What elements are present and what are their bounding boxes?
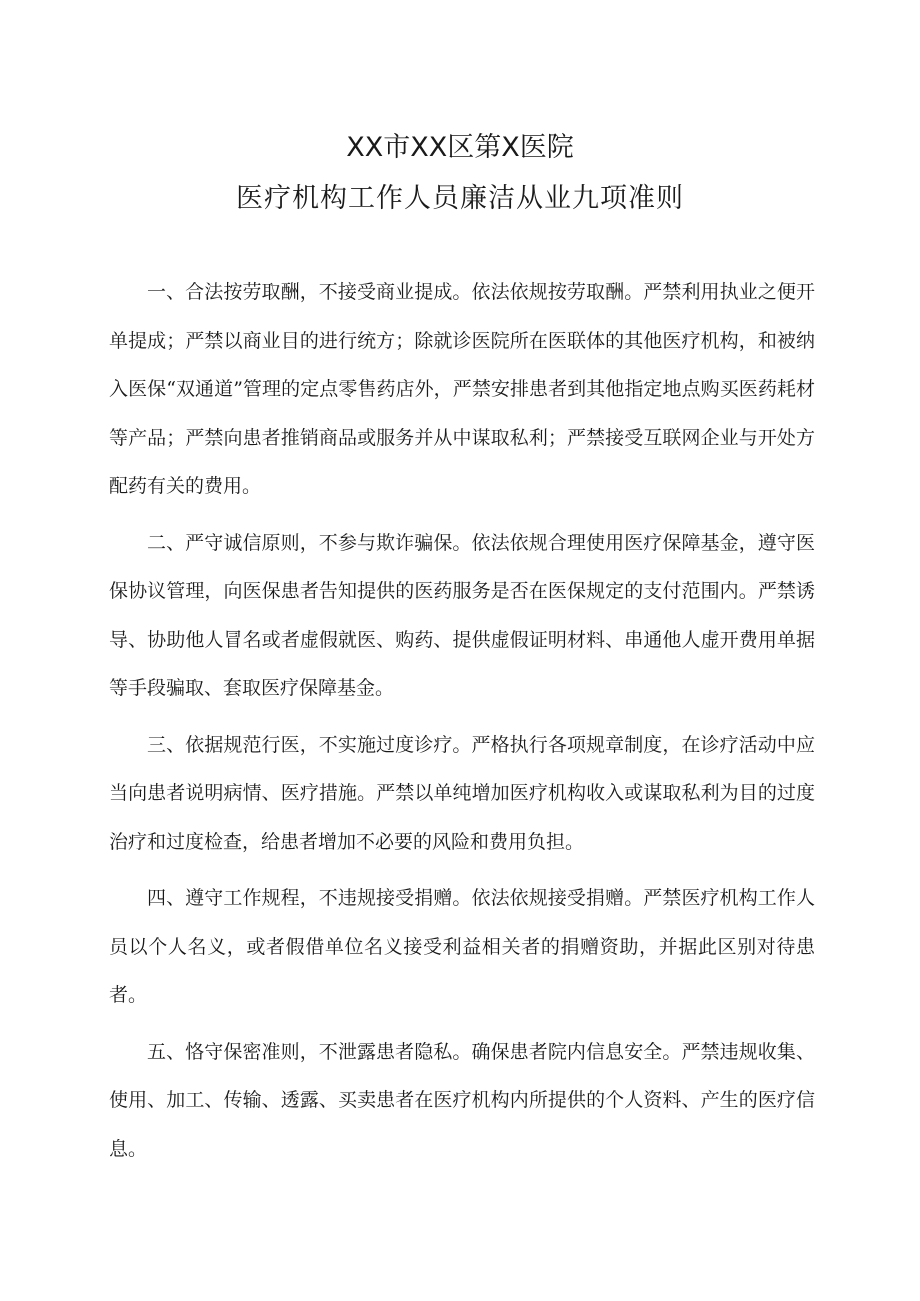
- document-title: XX市XX区第X医院: [346, 132, 574, 163]
- paragraph-2: 二、严守诚信原则，不参与欺诈骗保。依法依规合理使用医疗保障基金，遵守医保协议管理，向医保患者告知提供的医药服务是否在医保规定的支付范围内。严禁诱导、协助他人冒名或者虚假就医、购药、提供虚假证明材料、串通他人虚开费用单据等手段骗取、套取医疗保障基金。: [109, 531, 815, 699]
- paragraph-5: 五、恪守保密准则，不泄露患者隐私。确保患者院内信息安全。严禁违规收集、使用、加工、传输、透露、买卖患者在医疗机构内所提供的个人资料、产生的医疗信息。: [109, 1040, 815, 1160]
- document-body: [109, 268, 815, 1181]
- paragraph-4: 四、遵守工作规程，不违规接受捐赠。依法依规接受捐赠。严禁医疗机构工作人员以个人名义，或者假借单位名义接受利益相关者的捐赠资助，并据此区别对待患者。: [109, 887, 815, 1006]
- document-subtitle: 医疗机构工作人员廉洁从业九项准则: [236, 183, 684, 214]
- paragraph-1: 一、合法按劳取酬，不接受商业提成。依法依规按劳取酬。严禁利用执业之便开单提成；严禁以商业目的进行统方；除就诊医院所在医联体的其他医疗机构，和被纳入医保“双通道”管理的定点零售药店外，严禁安排患者到其他指定地点购买医药耗材等产品；严禁向患者推销商品或服务并从中谋取私利；严禁接受互联网企业与开处方配药有关的费用。: [109, 281, 815, 497]
- paragraph-3: 三、依据规范行医，不实施过度诊疗。严格执行各项规章制度，在诊疗活动中应当向患者说明病情、医疗措施。严禁以单纯增加医疗机构收入或谋取私利为目的过度治疗和过度检查，给患者增加不必要的风险和费用负担。: [109, 733, 815, 853]
